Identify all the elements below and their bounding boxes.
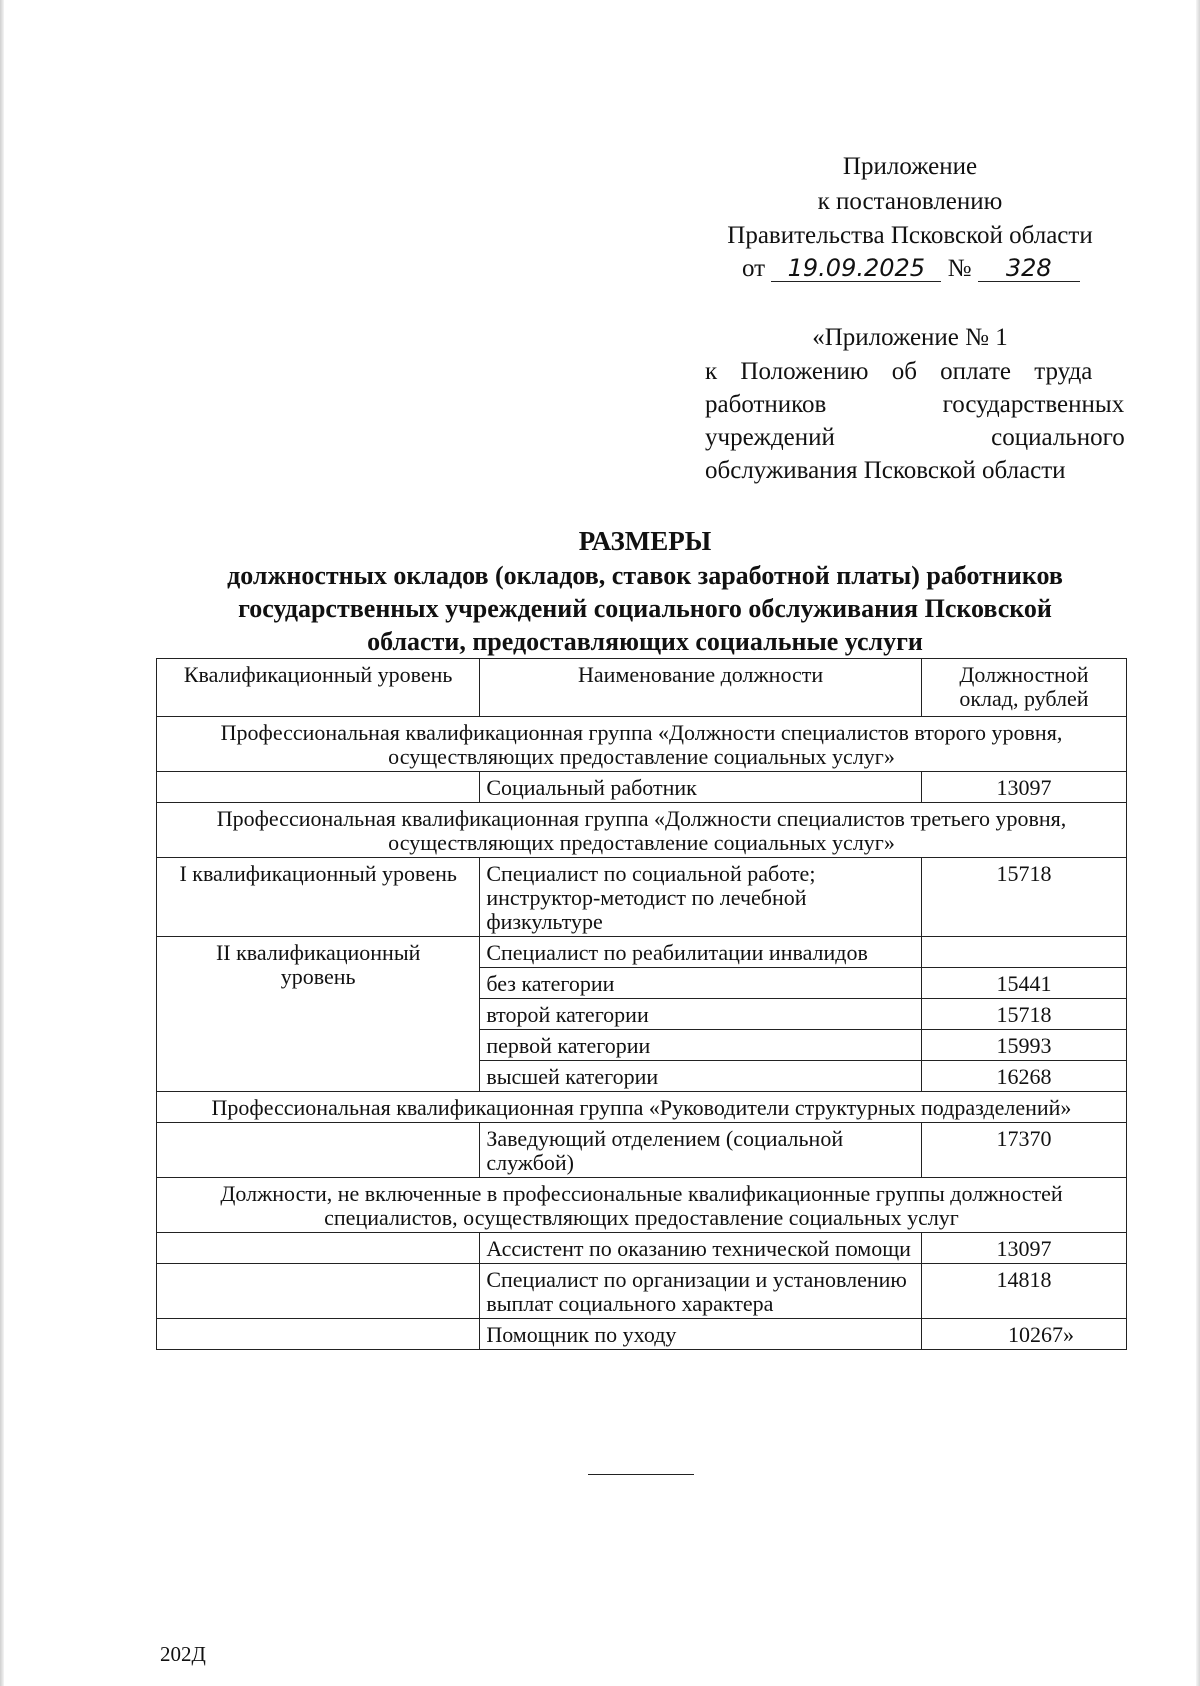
group-row bbox=[157, 1178, 1127, 1233]
cell-position: без категории bbox=[480, 968, 922, 999]
scan-edge-left bbox=[0, 0, 4, 1686]
group-row bbox=[157, 803, 1127, 858]
cell-position: высшей категории bbox=[480, 1061, 922, 1092]
group-title: Должности, не включенные в профессиональные квалификационные группы должностей специалистов, осуществляющих предоставление социальных услуг bbox=[157, 1178, 1127, 1233]
cell-level bbox=[157, 1123, 480, 1178]
header-line-3: Правительства Псковской области bbox=[727, 222, 1093, 249]
cell-position: Специалист по социальной работе; инструктор-методист по лечебной физкультуре bbox=[480, 858, 922, 937]
cell-salary: 17370 bbox=[921, 1123, 1126, 1178]
cell-salary: 10267» bbox=[921, 1319, 1126, 1350]
title-main: РАЗМЕРЫ bbox=[578, 526, 712, 556]
salary-table bbox=[156, 658, 1127, 1350]
table-row bbox=[157, 1233, 1127, 1264]
title-sub-3: области, предоставляющих социальные услуги bbox=[367, 627, 923, 656]
number-prefix: № bbox=[947, 255, 972, 282]
cell-position: Специалист по организации и установлению выплат социального характера bbox=[480, 1264, 922, 1319]
appendix-line-4 bbox=[705, 421, 1125, 454]
header-line-2: к постановлению bbox=[817, 188, 1003, 215]
cell-position: первой категории bbox=[480, 1030, 922, 1061]
group-row bbox=[157, 1092, 1127, 1123]
table-row bbox=[157, 1319, 1127, 1350]
table-row bbox=[157, 937, 1127, 968]
cell-position: Помощник по уходу bbox=[480, 1319, 922, 1350]
appendix-line-1: «Приложение № 1 bbox=[812, 324, 1008, 351]
date-value: 19.09.2025 bbox=[771, 255, 941, 282]
appendix-line-2-content: к Положению об оплате труда bbox=[705, 358, 1093, 385]
cell-salary: 13097 bbox=[921, 1233, 1126, 1264]
cell-position: Специалист по реабилитации инвалидов bbox=[480, 937, 922, 968]
table-row bbox=[157, 772, 1127, 803]
cell-position: Заведующий отделением (социальной службой) bbox=[480, 1123, 922, 1178]
group-title: Профессиональная квалификационная группа «Руководители структурных подразделений» bbox=[157, 1092, 1127, 1123]
cell-level bbox=[157, 772, 480, 803]
cell-salary: 13097 bbox=[921, 772, 1126, 803]
header-date-number bbox=[742, 252, 1080, 285]
table-row bbox=[157, 1264, 1127, 1319]
cell-level: II квалификационный уровень bbox=[157, 937, 480, 1092]
number-value: 328 bbox=[978, 255, 1080, 282]
table-header-row bbox=[157, 659, 1127, 717]
table-row bbox=[157, 1123, 1127, 1178]
appendix-line-4-content: учреждений социального bbox=[705, 424, 1125, 451]
document-code: 202Д bbox=[160, 1642, 206, 1666]
header-position: Наименование должности bbox=[480, 659, 922, 717]
group-title: Профессиональная квалификационная группа «Должности специалистов второго уровня, осуществляющих предоставление социальных услуг» bbox=[157, 717, 1127, 772]
cell-salary: 15718 bbox=[921, 999, 1126, 1030]
group-title: Профессиональная квалификационная группа «Должности специалистов третьего уровня, осуществляющих предоставление социальных услуг» bbox=[157, 803, 1127, 858]
group-row bbox=[157, 717, 1127, 772]
closing-line bbox=[588, 1474, 694, 1475]
appendix-line-3-content: работников государственных bbox=[705, 391, 1125, 418]
cell-salary: 15718 bbox=[921, 858, 1126, 937]
cell-position: второй категории bbox=[480, 999, 922, 1030]
cell-position: Ассистент по оказанию технической помощи bbox=[480, 1233, 922, 1264]
table-row bbox=[157, 858, 1127, 937]
cell-salary: 14818 bbox=[921, 1264, 1126, 1319]
cell-salary: 15993 bbox=[921, 1030, 1126, 1061]
appendix-line-5: обслуживания Псковской области bbox=[705, 457, 1066, 484]
cell-level bbox=[157, 1319, 480, 1350]
header-level: Квалификационный уровень bbox=[157, 659, 480, 717]
title-sub-1: должностных окладов (окладов, ставок заработной платы) работников bbox=[227, 561, 1063, 590]
cell-position: Социальный работник bbox=[480, 772, 922, 803]
appendix-line-2 bbox=[705, 355, 1120, 388]
cell-level bbox=[157, 1233, 480, 1264]
cell-salary bbox=[921, 937, 1126, 968]
title-sub-2: государственных учреждений социального обслуживания Псковской bbox=[238, 594, 1052, 623]
scan-edge-right bbox=[1196, 0, 1200, 1686]
header-salary: Должностной оклад, рублей bbox=[921, 659, 1126, 717]
cell-salary: 16268 bbox=[921, 1061, 1126, 1092]
appendix-line-2-text bbox=[705, 355, 1120, 388]
cell-level bbox=[157, 1264, 480, 1319]
cell-level: I квалификационный уровень bbox=[157, 858, 480, 937]
cell-salary: 15441 bbox=[921, 968, 1126, 999]
appendix-line-3 bbox=[705, 388, 1125, 421]
date-prefix: от bbox=[742, 255, 766, 282]
header-line-1: Приложение bbox=[842, 153, 978, 180]
